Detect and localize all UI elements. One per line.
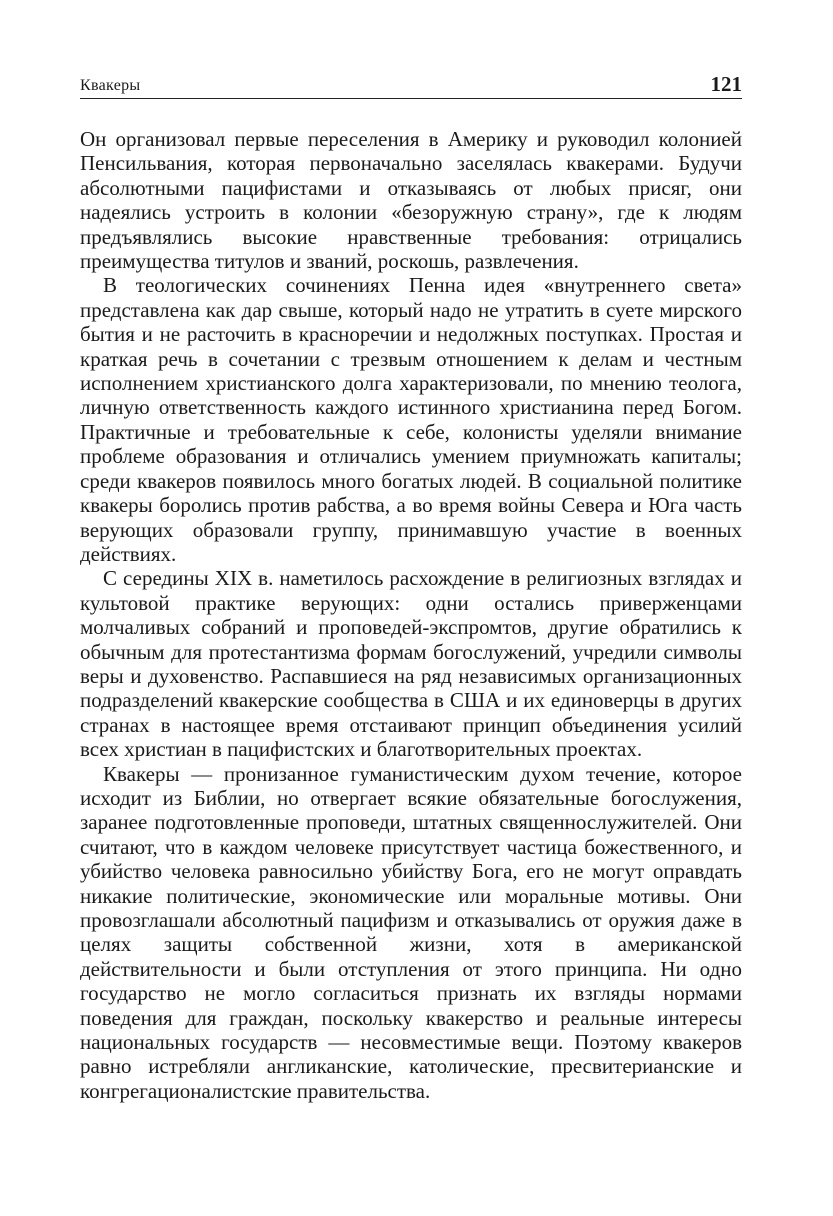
paragraph: Квакеры — пронизанное гуманистическим духом течение, которое исходит из Библии, но отвергает всякие обязательные богослужения, заранее подготовленные проповеди, штатных священнослужителей. Они считают, что в каждом человеке присутствует частица божественного, и убийство человека равносильно убийству Бога, его не могут оправдать никакие политические, экономические или моральные мотивы. Они провозглашали абсолютный пацифизм и отказывались от оружия даже в целях защиты собственной жизни, хотя в американской действительности и были отступления от этого принципа. Ни одно государство не могло согласиться признать их взгляды нормами поведения для граждан, поскольку квакерство и реальные интересы национальных государств — несовместимые вещи. Поэтому квакеров равно истребляли англиканские, католические, пресвитерианские и конгрегационалистские правительства. <box>80 761 742 1103</box>
body-text <box>80 127 742 1103</box>
running-title: Квакеры <box>80 77 141 94</box>
page-number: 121 <box>710 72 742 96</box>
paragraph: Он организовал первые переселения в Америку и руководил колонией Пенсильвания, которая первоначально заселялась квакерами. Будучи абсолютными пацифистами и отказываясь от любых присяг, они надеялись устроить в колонии «безоружную страну», где к людям предъявлялись высокие нравственные требования: отрицались преимущества титулов и званий, роскошь, развлечения. <box>80 127 742 274</box>
running-header <box>80 70 742 99</box>
paragraph: В теологических сочинениях Пенна идея «внутреннего света» представлена как дар свыше, который надо не утратить в суете мирского бытия и не расточить в красноречии и недолжных поступках. Простая и краткая речь в сочетании с трезвым отношением к делам и честным исполнением христианского долга характеризовали, по мнению теолога, личную ответственность каждого истинного христианина перед Богом. Практичные и требовательные к себе, колонисты уделяли внимание проблеме образования и отличались умением приумножать капиталы; среди квакеров появилось много богатых людей. В социальной политике квакеры боролись против рабства, а во время войны Севера и Юга часть верующих образовали группу, принимавшую участие в военных действиях. <box>80 273 742 566</box>
book-page <box>80 70 742 1103</box>
paragraph: С середины XIX в. наметилось расхождение в религиозных взглядах и культовой практике верующих: одни остались приверженцами молчаливых собраний и проповедей-экспромтов, другие обратились к обычным для протестантизма формам богослужений, учредили символы веры и духовенство. Распавшиеся на ряд независимых организационных подразделений квакерские сообщества в США и их единоверцы в других странах в настоящее время отстаивают принцип объединения усилий всех христиан в пацифистских и благотворительных проектах. <box>80 566 742 762</box>
